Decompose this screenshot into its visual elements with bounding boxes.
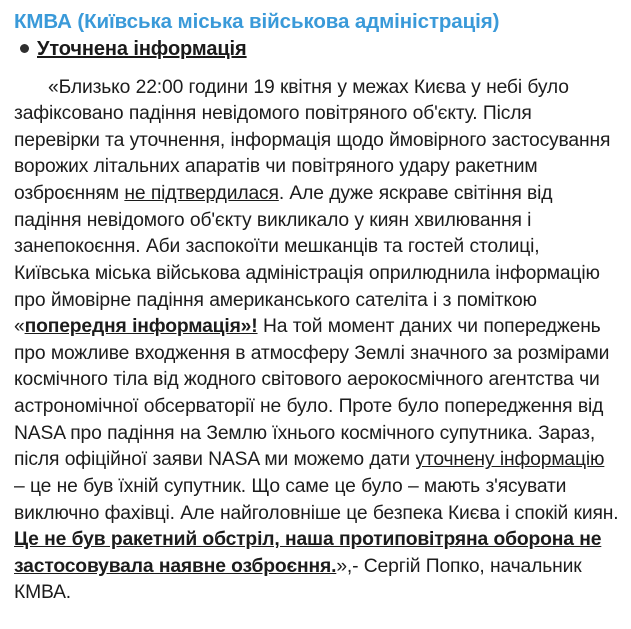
body-segment-1: «Близько 22:00 години 19 квітня у межах Києва у небі було зафіксовано падіння невідомого повітряного об'єкту. Після перевірки та уточнення, інформація щодо ймовірного застосування ворожих літальних апаратів чи повітряного удару ракетним озброєнням	[14, 76, 611, 205]
body-segment-3: . Але дуже яскраве світіння від падіння невідомого об'єкту викликало у киян хвилювання і занепокоєння. Аби заспокоїти мешканців та гостей столиці, Київська міська військова адміністрація оприлюднила інформацію про ймовірне падіння американського сателіта і з поміткою «	[14, 183, 600, 338]
body-segment-5: На той момент даних чи попереджень про можливе входження в атмосферу Землі значного за розмірами космічного тіла від жодного світового аерокосмічного агентства чи астрономічної обсерваторії не було. Проте було попередження від NASA про падіння на Землю їхнього космічного супутника. Зараз, після офіційної заяви NASA ми можемо дати	[14, 316, 610, 471]
bullet-dot-icon	[20, 44, 29, 53]
bullet-item	[20, 38, 619, 61]
page-title: КМВА (Київська міська військова адміністрація)	[14, 10, 500, 33]
body-segment-7: – це не був їхній супутник. Що саме це було – мають з'ясувати виключно фахівці. Але найголовніше це безпека Києва і спокій киян.	[14, 475, 619, 524]
body-emphasis-not-confirmed: не підтвердилася	[124, 183, 279, 205]
body-emphasis-updated-info: уточнену інформацію	[415, 449, 605, 471]
body-segment-9: »,- Сергій Попко, начальник КМВА.	[14, 555, 582, 604]
bullet-item-label: Уточнена інформація	[37, 37, 247, 60]
post-body	[14, 75, 619, 608]
body-emphasis-preliminary-info: попередня інформація»!	[24, 316, 258, 338]
body-emphasis-no-missile-strike: Це не був ракетний обстріл, наша протиповітряна оборона не застосовувала наявне озброєння.	[14, 529, 602, 577]
